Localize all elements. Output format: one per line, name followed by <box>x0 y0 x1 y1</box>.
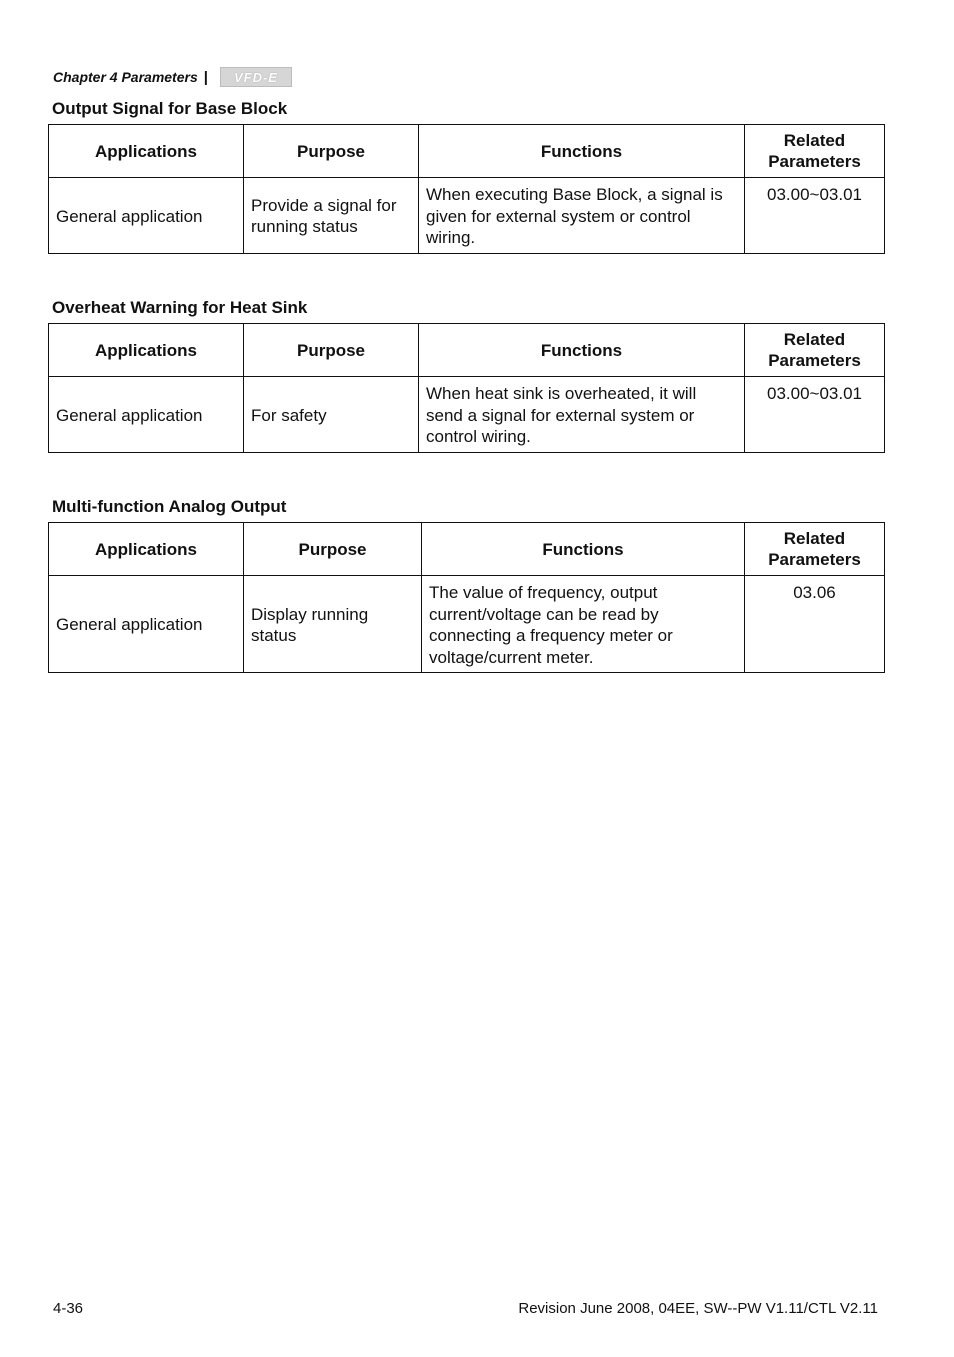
table-row <box>49 178 885 254</box>
table-header-row <box>49 125 885 178</box>
col-purpose: Purpose <box>244 523 422 576</box>
parameter-table <box>48 124 885 254</box>
section-title: Multi-function Analog Output <box>52 497 287 516</box>
cell-application: General application <box>49 576 244 673</box>
revision-info: Revision June 2008, 04EE, SW--PW V1.11/CTL V2.11 <box>518 1300 878 1317</box>
parameter-table <box>48 323 885 453</box>
col-applications: Applications <box>49 324 244 377</box>
section-base-block <box>48 98 884 254</box>
col-applications: Applications <box>49 125 244 178</box>
section-overheat-warning <box>48 297 884 453</box>
col-applications: Applications <box>49 523 244 576</box>
col-related-parameters: Related Parameters <box>745 324 885 377</box>
col-functions: Functions <box>419 324 745 377</box>
cell-purpose: Display running status <box>244 576 422 673</box>
cell-purpose: For safety <box>244 377 419 453</box>
table-row <box>49 377 885 453</box>
col-related-parameters: Related Parameters <box>745 523 885 576</box>
section-title: Output Signal for Base Block <box>52 99 288 118</box>
cell-functions: When executing Base Block, a signal is given for external system or control wiring. <box>419 178 745 254</box>
page-header <box>53 66 292 88</box>
col-purpose: Purpose <box>244 324 419 377</box>
col-functions: Functions <box>419 125 745 178</box>
parameter-table <box>48 522 885 673</box>
cell-parameters: 03.00~03.01 <box>745 178 885 254</box>
table-row <box>49 576 885 673</box>
page-number: 4-36 <box>53 1300 84 1317</box>
table-header-row <box>49 523 885 576</box>
col-related-parameters: Related Parameters <box>745 125 885 178</box>
cell-functions: When heat sink is overheated, it will send a signal for external system or control wiring. <box>419 377 745 453</box>
cell-parameters: 03.00~03.01 <box>745 377 885 453</box>
header-separator: | <box>203 68 208 86</box>
vfd-e-logo: VFD-E <box>220 67 292 87</box>
section-analog-output <box>48 496 884 673</box>
section-title: Overheat Warning for Heat Sink <box>52 298 308 317</box>
chapter-title: Chapter 4 Parameters <box>53 69 198 85</box>
cell-application: General application <box>49 178 244 254</box>
cell-application: General application <box>49 377 244 453</box>
col-purpose: Purpose <box>244 125 419 178</box>
cell-purpose: Provide a signal for running status <box>244 178 419 254</box>
table-header-row <box>49 324 885 377</box>
cell-parameters: 03.06 <box>745 576 885 673</box>
col-functions: Functions <box>422 523 745 576</box>
cell-functions: The value of frequency, output current/voltage can be read by connecting a frequency meter or voltage/current meter. <box>422 576 745 673</box>
